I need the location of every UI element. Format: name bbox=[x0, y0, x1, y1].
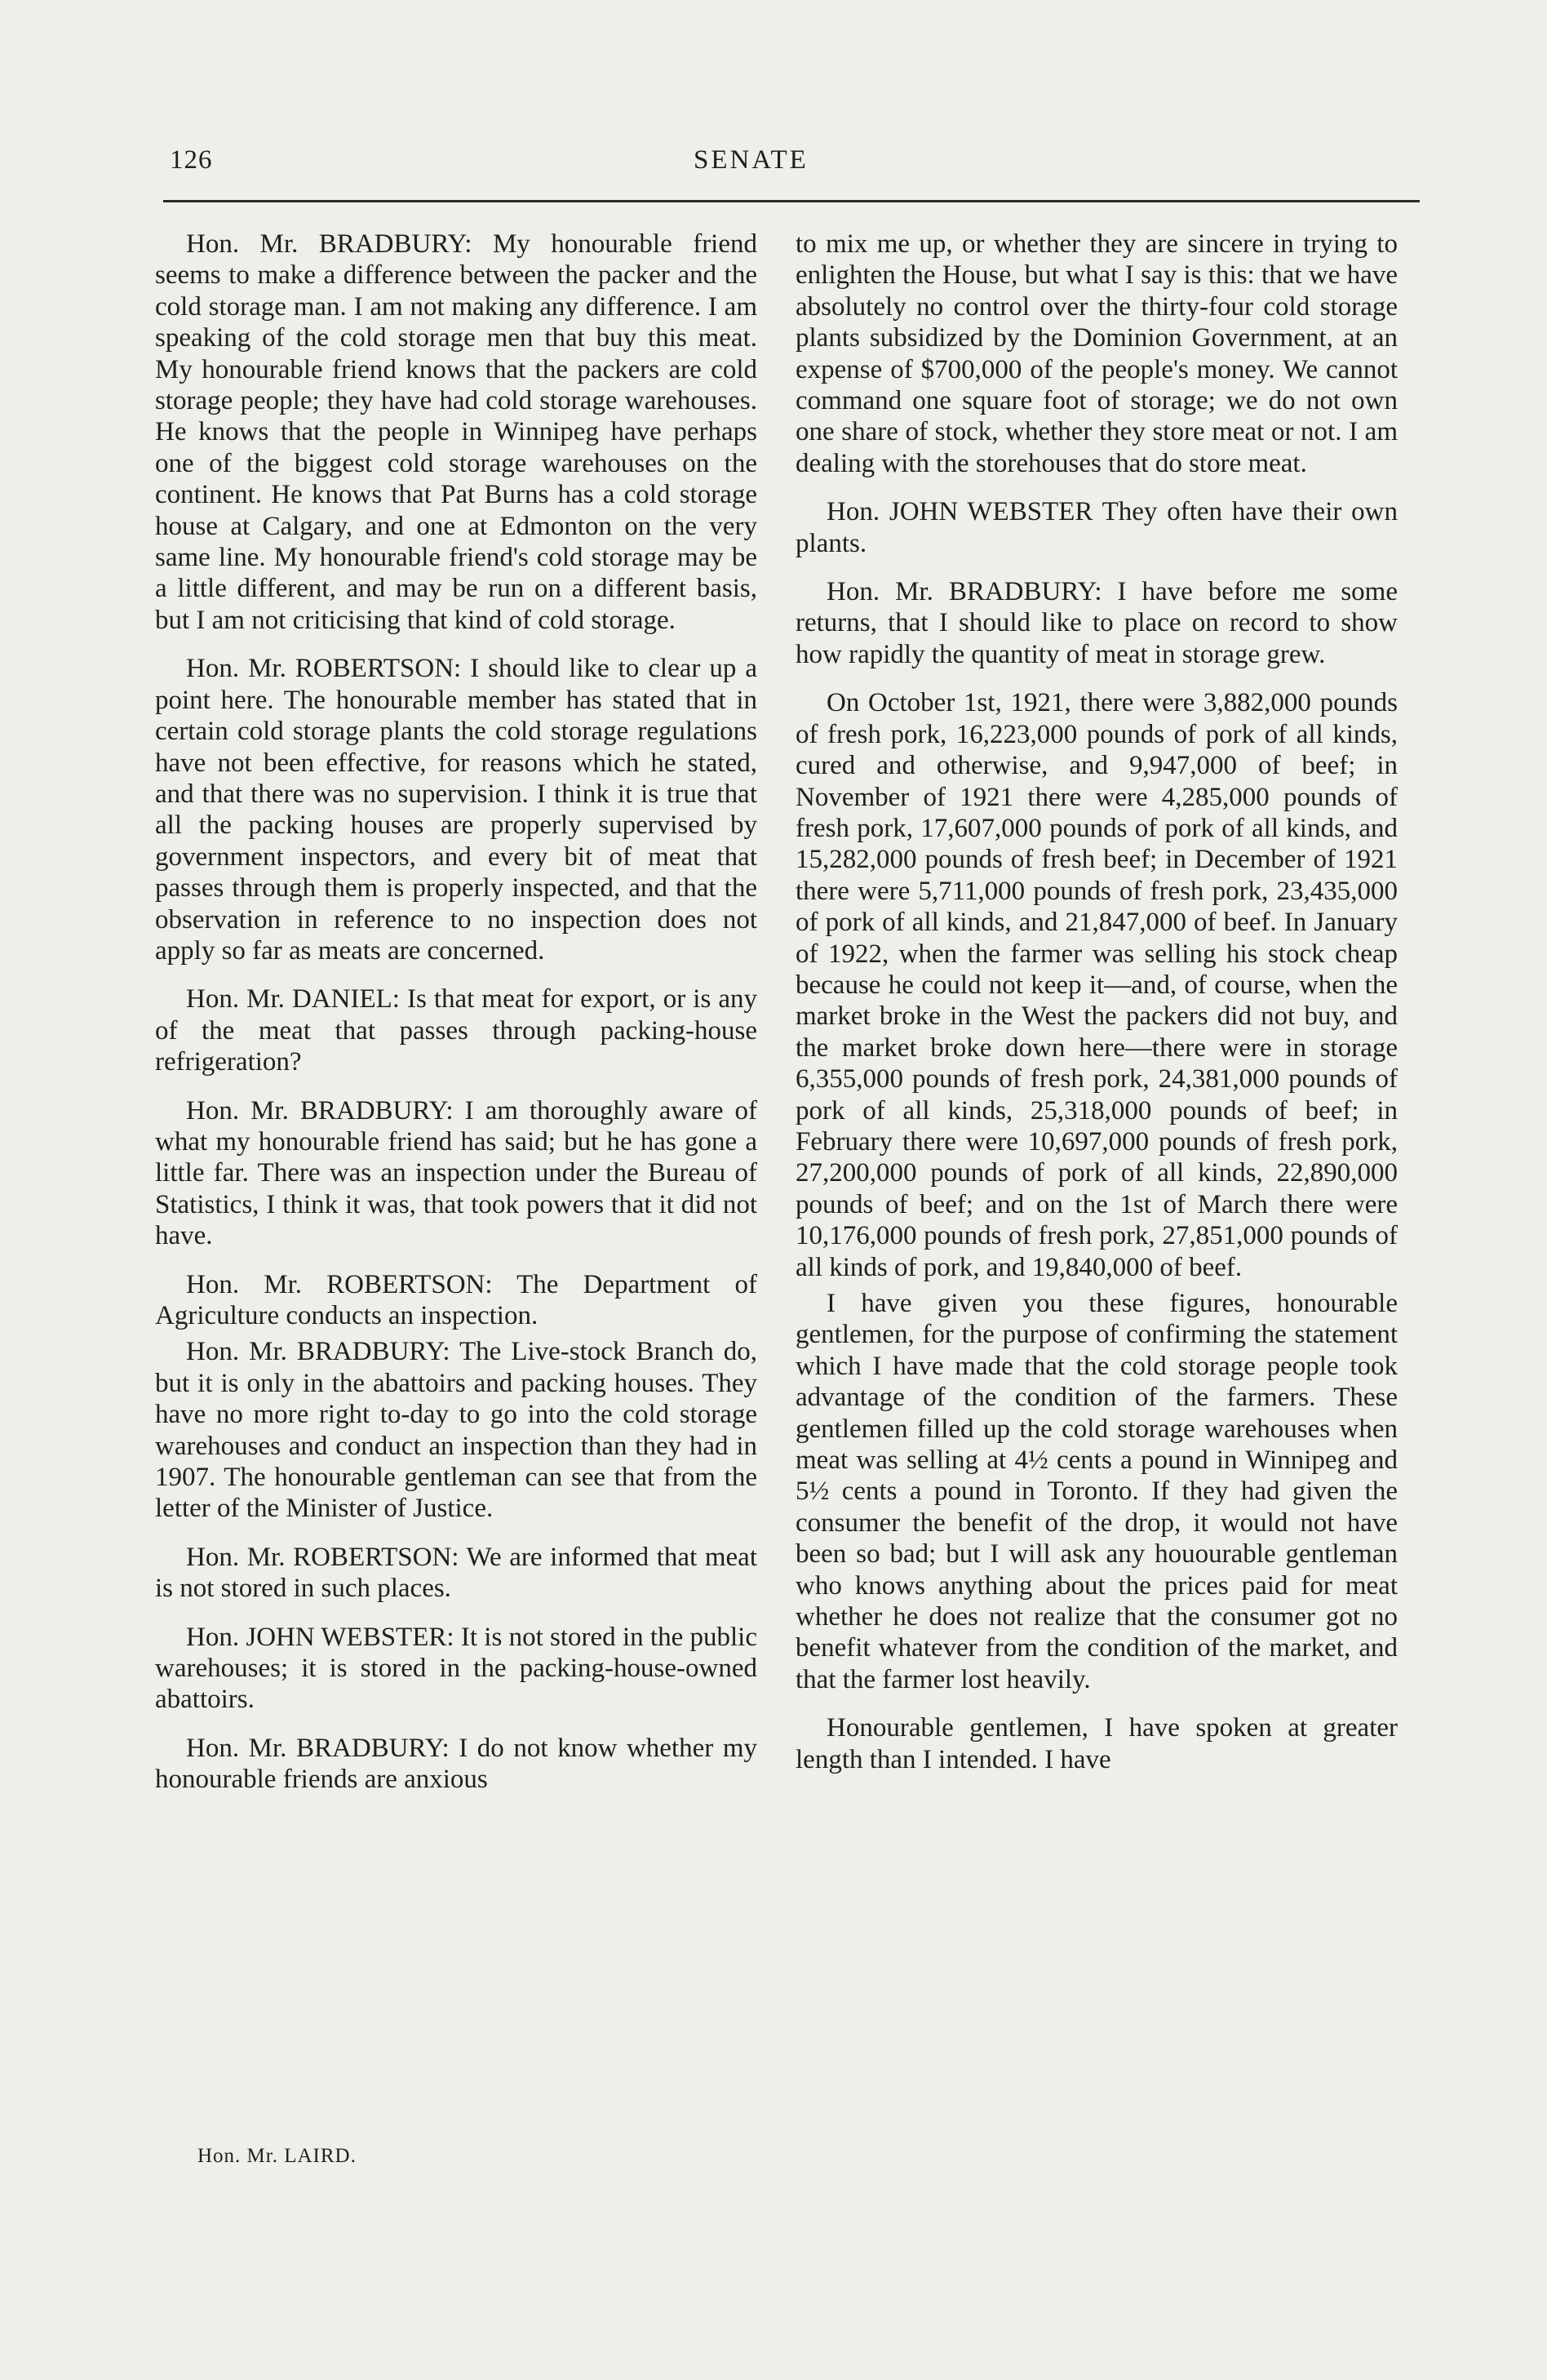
paragraph: Hon. Mr. BRADBURY: I do not know whether my honourable friends are anxious bbox=[155, 1733, 757, 1795]
paragraph: to mix me up, or whether they are sincere in trying to enlighten the House, but what I say is this: that we have absolutely no control over the thirty-four cold storage plants subsidized by the Dominion Government, at an expense of $700,000 of the people's money. We cannot command one square foot of storage; we do not own one share of stock, whether they store meat or not. I am dealing with the storehouses that do store meat. bbox=[796, 229, 1398, 478]
paragraph: Hon. Mr. BRADBURY: My honourable friend seems to make a difference between the packer and the cold storage man. I am not making any difference. I am speaking of the cold storage men that buy this meat. My honourable friend knows that the packers are cold storage people; they have had cold storage warehouses. He knows that the people in Winnipeg have perhaps one of the biggest cold storage warehouses on the continent. He knows that Pat Burns has a cold storage house at Calgary, and one at Edmonton on the very same line. My honourable friend's cold storage may be a little different, and may be run on a different basis, but I am not criticising that kind of cold storage. bbox=[155, 229, 757, 635]
paragraph: Hon. JOHN WEBSTER: It is not stored in the public warehouses; it is stored in the packing-house-owned abattoirs. bbox=[155, 1622, 757, 1715]
paragraph: Hon. Mr. BRADBURY: I have before me some returns, that I should like to place on record to show how rapidly the quantity of meat in storage grew. bbox=[796, 577, 1398, 669]
paragraph: Hon. JOHN WEBSTER They often have their own plants. bbox=[796, 497, 1398, 558]
left-column bbox=[155, 229, 757, 1813]
footer-note: Hon. Mr. LAIRD. bbox=[197, 2145, 357, 2167]
paragraph: Hon. Mr. BRADBURY: The Live-stock Branch do, but it is only in the abattoirs and packing houses. They have no more right to-day to go into the cold storage warehouses and conduct an inspection than they had in 1907. The honourable gentleman can see that from the letter of the Minister of Justice. bbox=[155, 1337, 757, 1524]
paragraph: Hon. Mr. ROBERTSON: The Department of Agriculture conducts an inspection. bbox=[155, 1269, 757, 1330]
paragraph: On October 1st, 1921, there were 3,882,000 pounds of fresh pork, 16,223,000 pounds of pork of all kinds, cured and otherwise, and 9,947,000 of beef; in November of 1921 there were 4,285,000 pounds of fresh pork, 17,607,000 pounds of pork of all kinds, and 15,282,000 pounds of fresh beef; in December of 1921 there were 5,711,000 pounds of fresh pork, 23,435,000 of pork of all kinds, and 21,847,000 of beef. In January of 1922, when the farmer was selling his stock cheap because he could not keep it—and, of course, when the market broke in the West the packers did not buy, and the market broke down here—there were in storage 6,355,000 pounds of fresh pork, 24,381,000 pounds of pork of all kinds, 25,318,000 pounds of beef; in February there were 10,697,000 pounds of fresh pork, 27,200,000 pounds of pork of all kinds, 22,890,000 pounds of beef; and on the 1st of March there were 10,176,000 pounds of fresh pork, 27,851,000 pounds of all kinds of pork, and 19,840,000 of beef. bbox=[796, 688, 1398, 1282]
paragraph: Hon. Mr. BRADBURY: I am thoroughly aware of what my honourable friend has said; but he has gone a little far. There was an inspection under the Bureau of Statistics, I think it was, that took powers that it did not have. bbox=[155, 1095, 757, 1251]
paragraph: Hon. Mr. ROBERTSON: We are informed that meat is not stored in such places. bbox=[155, 1542, 757, 1604]
paragraph: Hon. Mr. DANIEL: Is that meat for export, or is any of the meat that passes through packing-house refrigeration? bbox=[155, 984, 757, 1077]
page-title: SENATE bbox=[694, 145, 809, 175]
page-number: 126 bbox=[170, 145, 213, 175]
paragraph: I have given you these figures, honourable gentlemen, for the purpose of confirming the statement which I have made that the cold storage people took advantage of the condition of the farmers. These gentlemen filled up the cold storage warehouses when meat was selling at 4½ cents a pound in Winnipeg and 5½ cents a pound in Toronto. If they had given the consumer the benefit of the drop, it would not have been so bad; but I will ask any houourable gentleman who knows anything about the prices paid for meat whether he does not realize that the consumer got no benefit whatever from the condition of the market, and that the farmer lost heavily. bbox=[796, 1289, 1398, 1694]
paragraph: Hon. Mr. ROBERTSON: I should like to clear up a point here. The honourable member has stated that in certain cold storage plants the cold storage regulations have not been effective, for reasons which he stated, and that there was no supervision. I think it is true that all the packing houses are properly supervised by government inspectors, and every bit of meat that passes through them is properly inspected, and that the observation in reference to no inspection does not apply so far as meats are concerned. bbox=[155, 654, 757, 966]
right-column bbox=[796, 229, 1398, 1792]
header-rule bbox=[163, 200, 1420, 202]
paragraph: Honourable gentlemen, I have spoken at greater length than I intended. I have bbox=[796, 1713, 1398, 1774]
